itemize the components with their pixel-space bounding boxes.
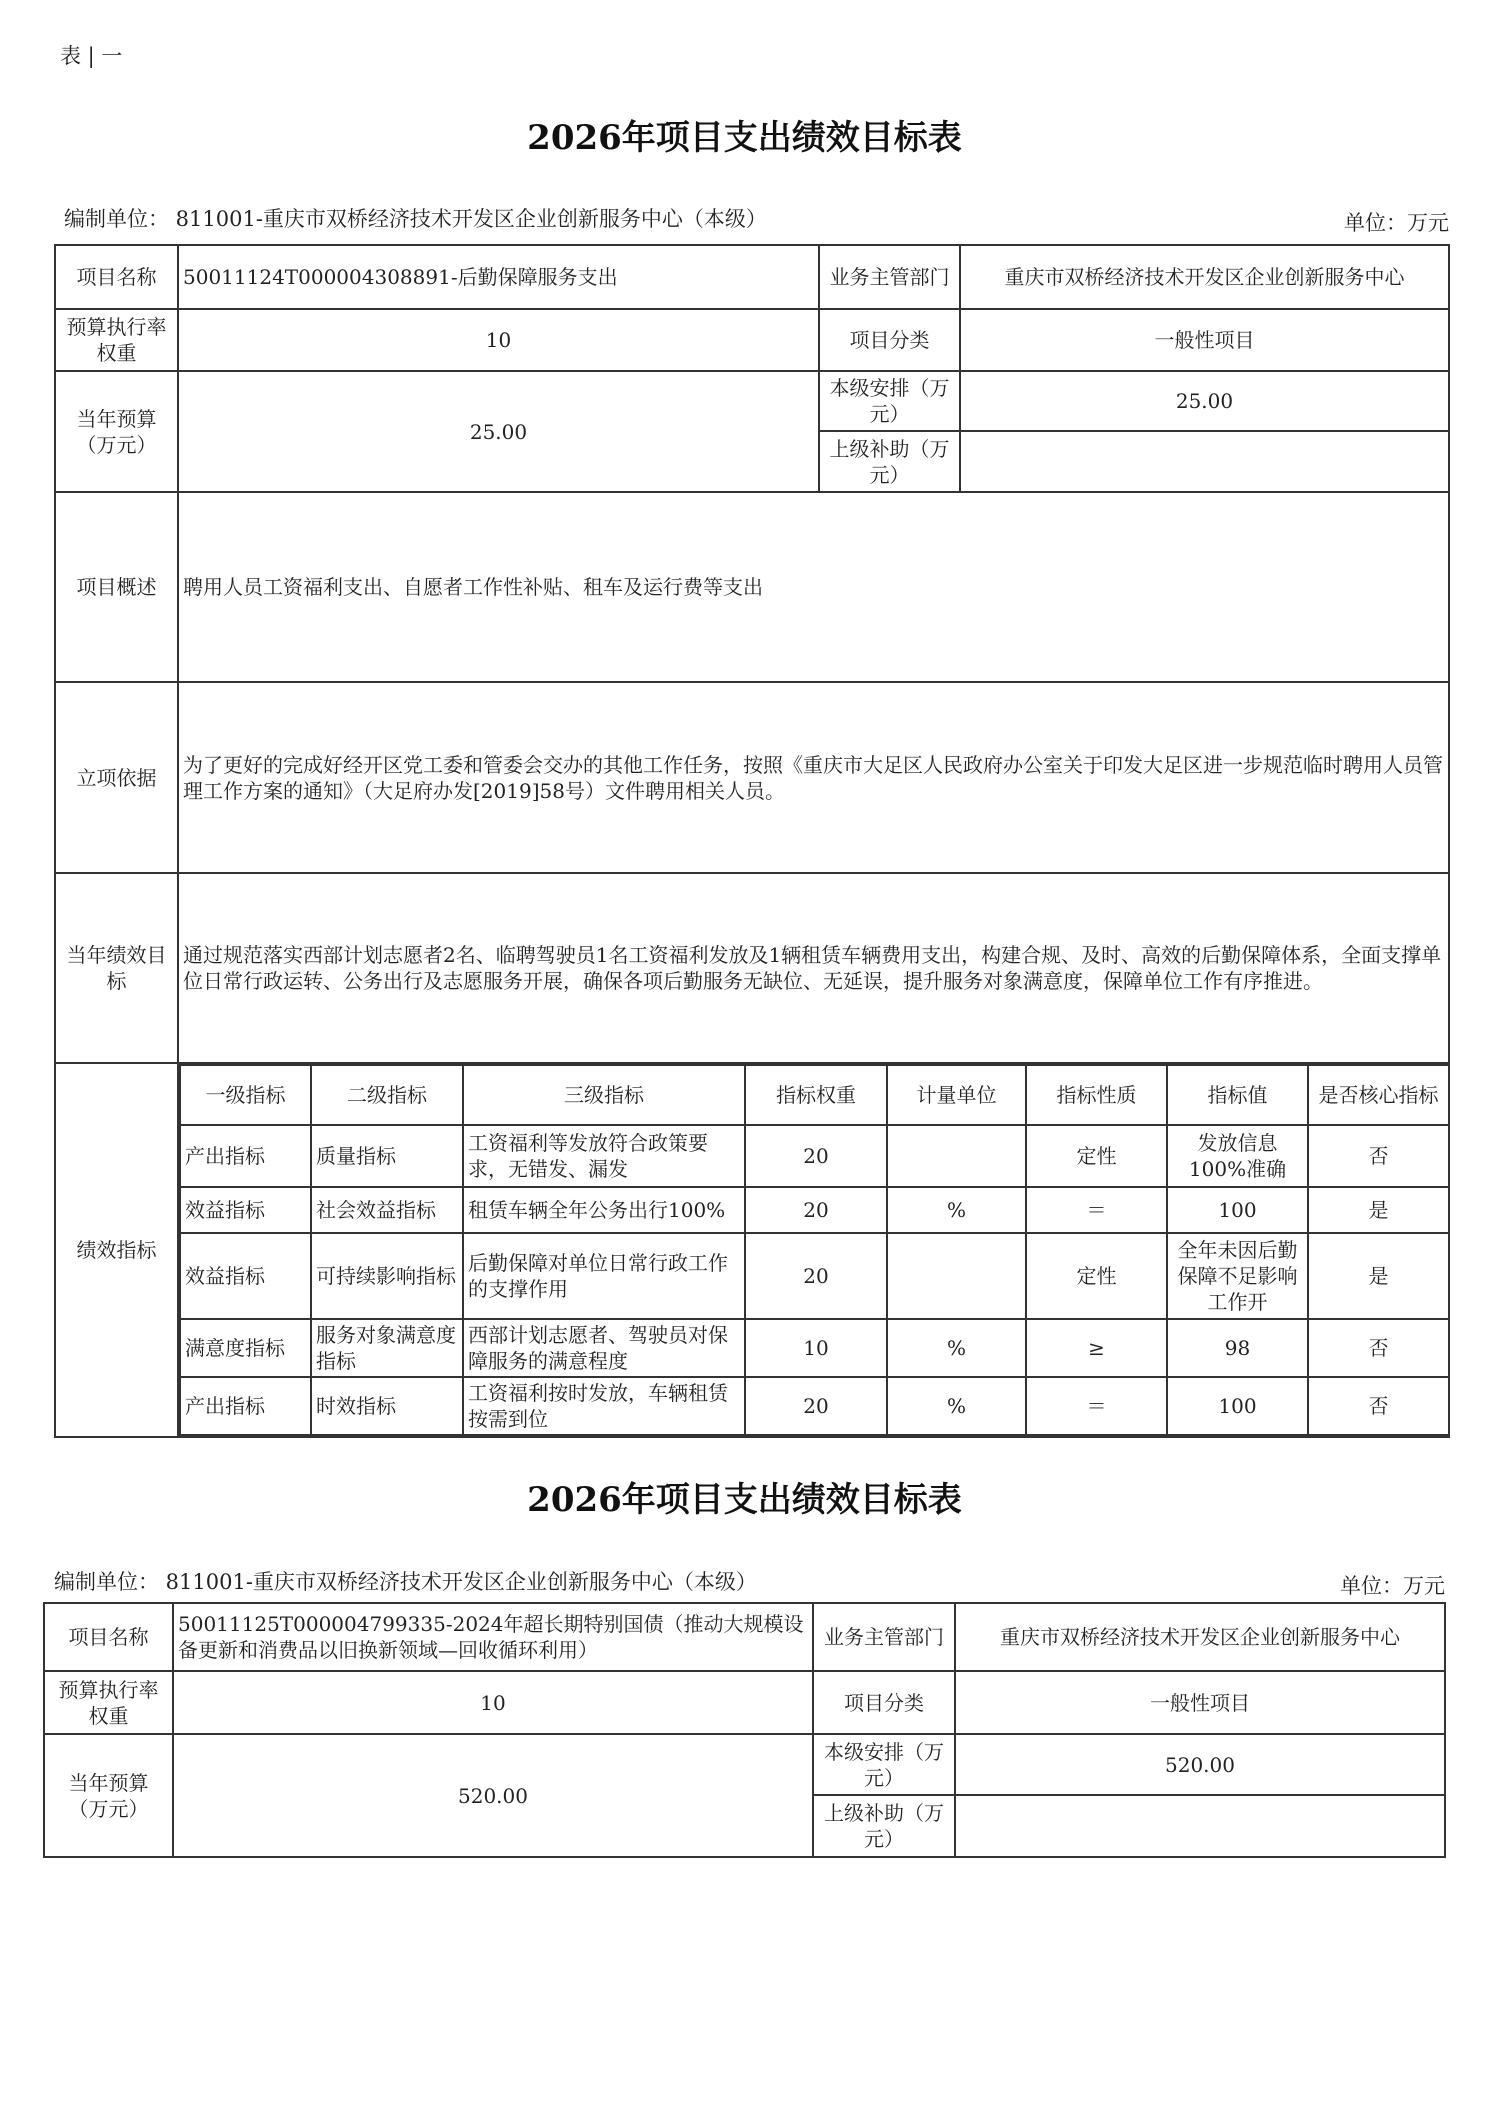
page-title-2: 2026年项目支出绩效目标表	[527, 1480, 962, 1520]
indicator-cell: 20	[745, 1187, 887, 1233]
indicators-table	[179, 1064, 1450, 1436]
performance-table-1	[54, 244, 1450, 1438]
label-upper: 上级补助（万元）	[819, 431, 960, 492]
money-unit-2: 单位：万元	[1340, 1574, 1445, 1598]
label-category-2: 项目分类	[813, 1671, 955, 1734]
indicator-cell: 20	[745, 1377, 887, 1435]
weight-value: 10	[178, 309, 819, 371]
indicator-cell: 是	[1308, 1187, 1449, 1233]
org-unit-2: 编制单位： 811001-重庆市双桥经济技术开发区企业创新服务中心（本级）	[54, 1570, 757, 1594]
indicator-cell: 工资福利按时发放，车辆租赁按需到位	[463, 1377, 745, 1435]
project-name: 50011124T000004308891-后勤保障服务支出	[178, 245, 819, 309]
indicator-header-cell: 二级指标	[311, 1065, 463, 1125]
label-basis: 立项依据	[55, 682, 178, 873]
indicator-cell: 10	[745, 1319, 887, 1377]
indicator-cell: 否	[1308, 1377, 1449, 1435]
indicator-cell: 100	[1167, 1187, 1308, 1233]
indicator-header-cell: 三级指标	[463, 1065, 745, 1125]
indicator-cell: 否	[1308, 1319, 1449, 1377]
basis-value: 为了更好的完成好经开区党工委和管委会交办的其他工作任务，按照《重庆市大足区人民政府办公室关于印发大足区进一步规范临时聘用人员管理工作方案的通知》（大足府办发[2019]58号）文件聘用相关人员。	[178, 682, 1449, 873]
indicator-cell: 效益指标	[180, 1233, 311, 1319]
indicator-row	[180, 1319, 1449, 1377]
indicator-cell: 服务对象满意度指标	[311, 1319, 463, 1377]
indicator-cell: 社会效益指标	[311, 1187, 463, 1233]
performance-table-2	[43, 1602, 1446, 1858]
indicator-header-cell: 指标性质	[1026, 1065, 1167, 1125]
label-local-2: 本级安排（万元）	[813, 1734, 955, 1795]
indicator-cell: 质量指标	[311, 1125, 463, 1187]
label-upper-2: 上级补助（万元）	[813, 1795, 955, 1857]
overview-value: 聘用人员工资福利支出、自愿者工作性补贴、租车及运行费等支出	[178, 492, 1449, 682]
label-local: 本级安排（万元）	[819, 371, 960, 431]
indicator-header-cell: 计量单位	[887, 1065, 1026, 1125]
label-perf: 绩效指标	[55, 1063, 178, 1437]
indicator-cell: 时效指标	[311, 1377, 463, 1435]
org-unit: 编制单位： 811001-重庆市双桥经济技术开发区企业创新服务中心（本级）	[64, 207, 767, 231]
project-name-2: 50011125T000004799335-2024年超长期特别国债（推动大规模设备更新和消费品以旧换新领域—回收循环利用）	[173, 1603, 813, 1671]
label-budget: 当年预算（万元）	[55, 371, 178, 492]
indicator-cell: 满意度指标	[180, 1319, 311, 1377]
weight-value-2: 10	[173, 1671, 813, 1734]
indicator-cell: 98	[1167, 1319, 1308, 1377]
indicator-cell: 产出指标	[180, 1125, 311, 1187]
budget-value: 25.00	[178, 371, 819, 492]
dept-value-2: 重庆市双桥经济技术开发区企业创新服务中心	[955, 1603, 1445, 1671]
indicator-cell: 产出指标	[180, 1377, 311, 1435]
indicator-cell: ＝	[1026, 1187, 1167, 1233]
indicator-cell	[887, 1125, 1026, 1187]
indicator-header-cell: 指标权重	[745, 1065, 887, 1125]
label-goal: 当年绩效目标	[55, 873, 178, 1063]
indicators-cell	[178, 1063, 1449, 1437]
indicator-cell	[887, 1233, 1026, 1319]
indicator-cell: 20	[745, 1125, 887, 1187]
label-category: 项目分类	[819, 309, 960, 371]
indicator-cell: 工资福利等发放符合政策要求，无错发、漏发	[463, 1125, 745, 1187]
indicator-cell: ≥	[1026, 1319, 1167, 1377]
indicator-cell: 发放信息100%准确	[1167, 1125, 1308, 1187]
dept-value: 重庆市双桥经济技术开发区企业创新服务中心	[960, 245, 1449, 309]
indicator-cell: 可持续影响指标	[311, 1233, 463, 1319]
indicator-cell: %	[887, 1187, 1026, 1233]
indicator-row	[180, 1187, 1449, 1233]
goal-value: 通过规范落实西部计划志愿者2名、临聘驾驶员1名工资福利发放及1辆租赁车辆费用支出，构建合规、及时、高效的后勤保障体系，全面支撑单位日常行政运转、公务出行及志愿服务开展，确保各项后勤服务无缺位、无延误，提升服务对象满意度，保障单位工作有序推进。	[178, 873, 1449, 1063]
category-value-2: 一般性项目	[955, 1671, 1445, 1734]
label-dept: 业务主管部门	[819, 245, 960, 309]
indicator-cell: %	[887, 1377, 1026, 1435]
upper-value	[960, 431, 1449, 492]
label-weight-2: 预算执行率权重	[44, 1671, 173, 1734]
page-title: 2026年项目支出绩效目标表	[527, 118, 962, 158]
indicator-row	[180, 1125, 1449, 1187]
label-name-2: 项目名称	[44, 1603, 173, 1671]
money-unit: 单位：万元	[1344, 211, 1449, 235]
indicator-cell: 全年未因后勤保障不足影响工作开	[1167, 1233, 1308, 1319]
label-overview: 项目概述	[55, 492, 178, 682]
indicator-cell: 租赁车辆全年公务出行100%	[463, 1187, 745, 1233]
indicator-cell: 否	[1308, 1125, 1449, 1187]
upper-value-2	[955, 1795, 1445, 1857]
indicator-cell: 后勤保障对单位日常行政工作的支撑作用	[463, 1233, 745, 1319]
indicator-header-cell: 一级指标	[180, 1065, 311, 1125]
indicator-cell: 20	[745, 1233, 887, 1319]
budget-value-2: 520.00	[173, 1734, 813, 1857]
label-dept-2: 业务主管部门	[813, 1603, 955, 1671]
indicator-row	[180, 1377, 1449, 1435]
indicator-cell: 是	[1308, 1233, 1449, 1319]
page-marker: 表 | 一	[60, 44, 123, 68]
category-value: 一般性项目	[960, 309, 1449, 371]
local-value: 25.00	[960, 371, 1449, 431]
indicator-header-cell: 是否核心指标	[1308, 1065, 1449, 1125]
label-name: 项目名称	[55, 245, 178, 309]
indicator-cell: 定性	[1026, 1233, 1167, 1319]
indicator-cell: ＝	[1026, 1377, 1167, 1435]
label-weight: 预算执行率权重	[55, 309, 178, 371]
indicator-cell: 西部计划志愿者、驾驶员对保障服务的满意程度	[463, 1319, 745, 1377]
indicator-row	[180, 1233, 1449, 1319]
indicator-cell: %	[887, 1319, 1026, 1377]
indicator-cell: 100	[1167, 1377, 1308, 1435]
indicator-cell: 定性	[1026, 1125, 1167, 1187]
indicator-header-cell: 指标值	[1167, 1065, 1308, 1125]
indicator-cell: 效益指标	[180, 1187, 311, 1233]
label-budget-2: 当年预算（万元）	[44, 1734, 173, 1857]
local-value-2: 520.00	[955, 1734, 1445, 1795]
indicator-header-row	[180, 1065, 1449, 1125]
